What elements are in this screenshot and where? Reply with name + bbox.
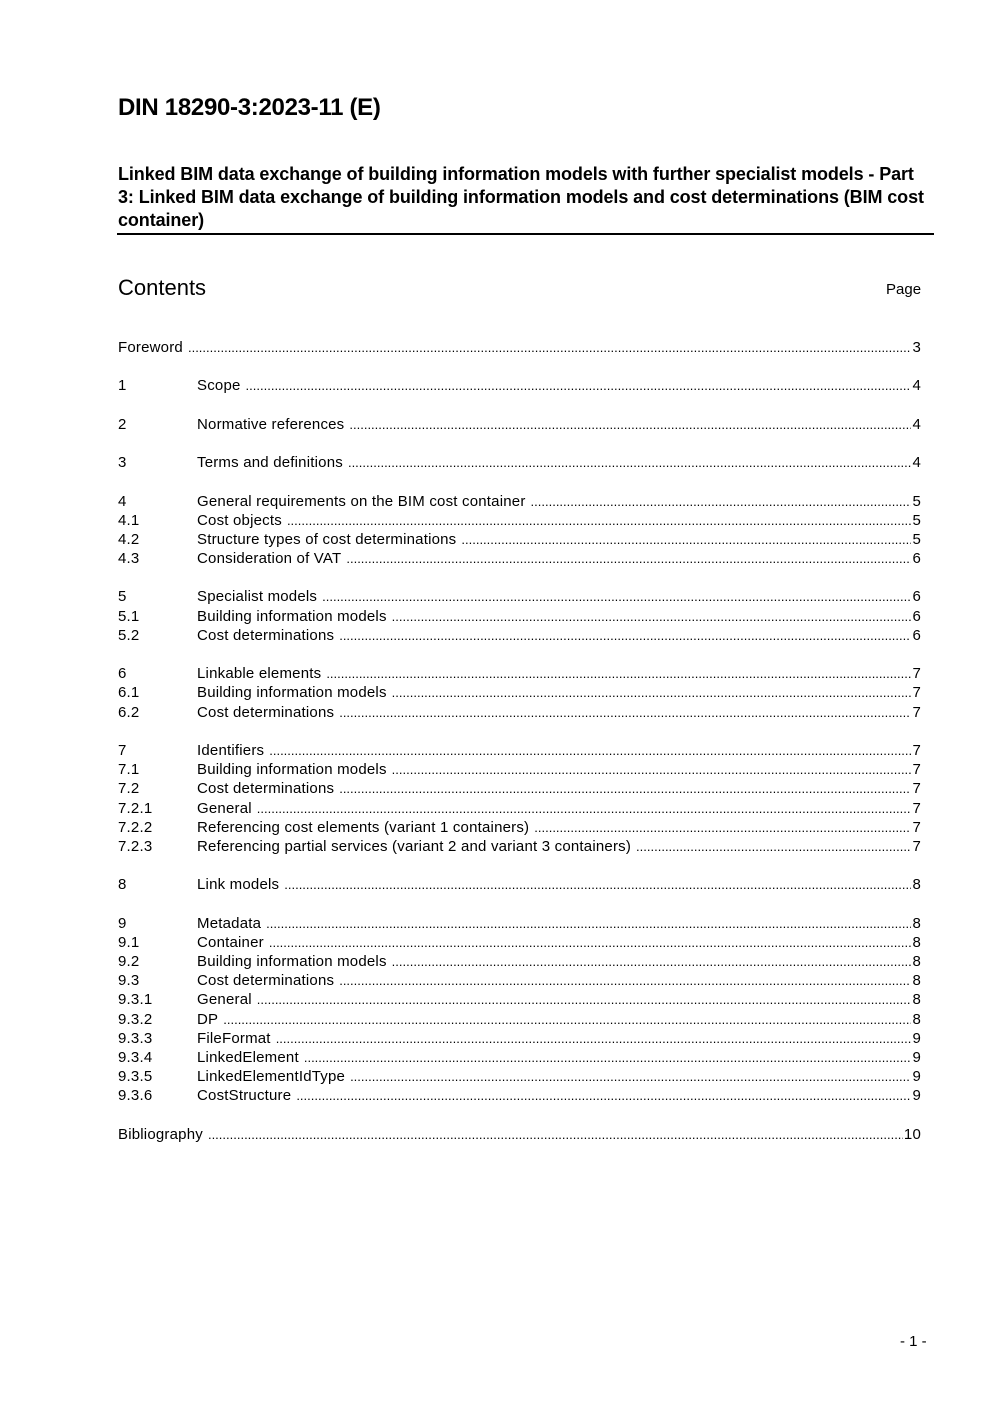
toc-entry-page: 3 <box>912 339 921 356</box>
toc-entry-number: 9.3.3 <box>118 1029 153 1047</box>
toc-entry-title: Linkable elements <box>197 665 322 683</box>
toc-entry-number: 5.2 <box>118 626 140 644</box>
toc-entry-number: 3 <box>118 454 127 472</box>
toc-dot-leader <box>304 1048 912 1067</box>
toc-entry-page: 7 <box>912 780 921 798</box>
table-of-contents <box>118 338 921 1163</box>
toc-group <box>118 492 921 569</box>
toc-entry-page: 8 <box>912 991 921 1009</box>
toc-entry-number: 7.2.2 <box>118 818 153 836</box>
toc-group <box>118 914 921 1106</box>
toc-entry[interactable] <box>118 952 921 971</box>
toc-entry-number: 4.2 <box>118 530 140 548</box>
toc-entry-number: 8 <box>118 876 127 894</box>
toc-dot-leader <box>269 933 912 952</box>
toc-entry-title: DP <box>197 1010 219 1028</box>
toc-entry-title: General <box>197 991 252 1009</box>
toc-entry[interactable] <box>118 626 921 645</box>
toc-entry-title: Cost determinations <box>197 972 335 990</box>
toc-entry-title: Building information models <box>197 684 387 702</box>
toc-entry-title: Metadata <box>197 914 262 932</box>
toc-entry-page: 6 <box>912 626 921 644</box>
toc-group <box>118 338 921 357</box>
toc-entry-number: 1 <box>118 377 127 395</box>
toc-entry-title: CostStructure <box>197 1087 292 1105</box>
toc-entry-page: 9 <box>912 1087 921 1105</box>
toc-group <box>118 453 921 472</box>
toc-entry[interactable] <box>118 492 921 511</box>
toc-dot-leader <box>257 799 912 818</box>
toc-dot-leader <box>276 1029 912 1048</box>
toc-entry[interactable] <box>118 683 921 702</box>
toc-entry-page: 7 <box>912 703 921 721</box>
toc-dot-leader <box>346 549 911 568</box>
toc-entry-title: Referencing cost elements (variant 1 containers) <box>197 818 530 836</box>
toc-entry-number: 6.2 <box>118 703 140 721</box>
toc-entry[interactable] <box>118 1048 921 1067</box>
toc-entry-number: 9.2 <box>118 953 140 970</box>
toc-entry-number: 2 <box>118 415 127 433</box>
toc-entry[interactable] <box>118 511 921 530</box>
toc-entry-page: 9 <box>912 1068 921 1086</box>
toc-entry-number: 4.3 <box>118 550 140 568</box>
toc-entry-number: 9.3.5 <box>118 1068 153 1086</box>
toc-group <box>118 741 921 856</box>
toc-dot-leader <box>339 703 911 722</box>
toc-entry[interactable] <box>118 664 921 683</box>
toc-dot-leader <box>339 626 911 645</box>
toc-entry-page: 8 <box>912 953 921 970</box>
toc-group <box>118 1125 921 1144</box>
toc-dot-leader <box>461 530 911 549</box>
toc-entry-page: 4 <box>912 377 921 395</box>
toc-entry-number: 4.1 <box>118 511 140 529</box>
toc-entry-page: 7 <box>912 799 921 817</box>
toc-entry[interactable] <box>118 741 921 760</box>
toc-group <box>118 875 921 894</box>
toc-entry[interactable] <box>118 1029 921 1048</box>
toc-entry-title: Bibliography <box>118 1125 203 1143</box>
toc-entry-page: 6 <box>912 550 921 568</box>
toc-entry-number: 7.2 <box>118 780 140 798</box>
toc-entry-number: 9.3.1 <box>118 991 153 1009</box>
toc-entry-title: Specialist models <box>197 588 318 606</box>
toc-entry-title: LinkedElementIdType <box>197 1068 346 1086</box>
toc-entry[interactable] <box>118 779 921 798</box>
toc-entry[interactable] <box>118 799 921 818</box>
toc-entry[interactable] <box>118 837 921 856</box>
toc-entry-title: Normative references <box>197 415 345 433</box>
toc-entry-page: 5 <box>912 511 921 529</box>
toc-entry[interactable] <box>118 914 921 933</box>
toc-entry-page: 8 <box>912 1010 921 1028</box>
title-divider <box>117 233 934 235</box>
toc-entry[interactable] <box>118 990 921 1009</box>
toc-entry-number: 9 <box>118 914 127 932</box>
toc-entry-page: 6 <box>912 607 921 625</box>
toc-entry-number: 9.3.4 <box>118 1048 153 1066</box>
document-title: Linked BIM data exchange of building information models with further specialist models - Part 3: Linked BIM data exchange of building information models and cost determinations (BIM cost container) <box>118 164 924 230</box>
toc-dot-leader <box>188 338 911 357</box>
toc-entry[interactable] <box>118 1125 921 1144</box>
toc-entry-number: 9.3 <box>118 972 140 990</box>
toc-entry-title: Cost determinations <box>197 780 335 798</box>
toc-entry-page: 5 <box>912 492 921 510</box>
toc-entry[interactable] <box>118 607 921 626</box>
document-id: DIN 18290-3:2023-11 (E) <box>118 94 381 121</box>
toc-dot-leader <box>392 760 912 779</box>
toc-entry-page: 4 <box>912 415 921 433</box>
toc-dot-leader <box>350 1067 911 1086</box>
toc-entry-page: 6 <box>912 588 921 606</box>
toc-entry-number: 7.2.3 <box>118 837 153 855</box>
toc-entry-page: 10 <box>903 1125 921 1143</box>
toc-entry-page: 8 <box>912 972 921 990</box>
toc-entry-page: 7 <box>912 741 921 759</box>
toc-entry-page: 7 <box>912 665 921 683</box>
page-column-heading: Page <box>886 281 922 298</box>
toc-entry-page: 7 <box>912 761 921 779</box>
toc-entry-title: Link models <box>197 876 280 894</box>
toc-entry[interactable] <box>118 1086 921 1105</box>
toc-entry-title: Cost determinations <box>197 703 335 721</box>
toc-entry-title: General <box>197 799 252 817</box>
toc-dot-leader <box>246 376 912 395</box>
toc-dot-leader <box>534 818 911 837</box>
toc-entry[interactable] <box>118 415 921 434</box>
toc-entry[interactable] <box>118 1067 921 1086</box>
toc-dot-leader <box>339 971 911 990</box>
toc-entry[interactable] <box>118 338 921 357</box>
toc-entry-title: Cost objects <box>197 511 282 529</box>
toc-entry-number: 6 <box>118 665 127 683</box>
toc-entry-title: Building information models <box>197 607 387 625</box>
toc-entry-page: 5 <box>912 530 921 548</box>
toc-entry-number: 7.2.1 <box>118 799 153 817</box>
toc-entry-title: Scope <box>197 377 241 395</box>
toc-entry[interactable] <box>118 1010 921 1029</box>
contents-heading: Contents <box>118 275 207 300</box>
toc-entry[interactable] <box>118 971 921 990</box>
toc-entry-page: 9 <box>912 1029 921 1047</box>
toc-dot-leader <box>348 453 912 472</box>
toc-entry-page: 4 <box>912 454 921 472</box>
toc-entry-title: Referencing partial services (variant 2 and variant 3 containers) <box>197 837 632 855</box>
toc-dot-leader <box>257 990 912 1009</box>
toc-entry-page: 7 <box>912 684 921 702</box>
toc-dot-leader <box>636 837 911 856</box>
toc-entry-page: 9 <box>912 1048 921 1066</box>
toc-entry[interactable] <box>118 760 921 779</box>
toc-group <box>118 376 921 395</box>
toc-dot-leader <box>208 1125 903 1144</box>
toc-entry-title: Structure types of cost determinations <box>197 530 457 548</box>
toc-entry[interactable] <box>118 587 921 606</box>
toc-entry-page: 7 <box>912 818 921 836</box>
toc-group <box>118 415 921 434</box>
toc-entry-page: 8 <box>912 933 921 951</box>
toc-dot-leader <box>223 1010 911 1029</box>
toc-entry-number: 9.3.2 <box>118 1010 153 1028</box>
toc-entry-number: 5 <box>118 588 127 606</box>
toc-dot-leader <box>322 587 911 606</box>
page-number-footer: - 1 - <box>900 1333 927 1350</box>
toc-entry-title: Building information models <box>197 953 387 970</box>
toc-entry-number: 7.1 <box>118 761 140 779</box>
toc-entry[interactable] <box>118 530 921 549</box>
toc-dot-leader <box>392 952 912 971</box>
toc-entry-number: 5.1 <box>118 607 140 625</box>
toc-entry[interactable] <box>118 875 921 894</box>
toc-entry-page: 8 <box>912 914 921 932</box>
toc-entry-number: 9.3.6 <box>118 1087 153 1105</box>
toc-group <box>118 664 921 722</box>
toc-dot-leader <box>287 511 912 530</box>
toc-entry-title: Building information models <box>197 761 387 779</box>
toc-dot-leader <box>296 1086 911 1105</box>
toc-entry-title: Identifiers <box>197 741 265 759</box>
toc-group <box>118 587 921 645</box>
toc-entry-title: LinkedElement <box>197 1048 299 1066</box>
toc-dot-leader <box>326 664 911 683</box>
toc-dot-leader <box>531 492 912 511</box>
toc-dot-leader <box>392 683 912 702</box>
toc-entry-title: Container <box>197 933 264 951</box>
toc-entry-title: General requirements on the BIM cost container <box>197 492 526 510</box>
toc-dot-leader <box>266 914 911 933</box>
toc-entry-number: 9.1 <box>118 933 140 951</box>
toc-entry-number: 6.1 <box>118 684 140 702</box>
toc-entry-title: Consideration of VAT <box>197 550 342 568</box>
toc-entry-title: Cost determinations <box>197 626 335 644</box>
toc-entry[interactable] <box>118 703 921 722</box>
toc-entry-number: 4 <box>118 492 127 510</box>
toc-dot-leader <box>284 875 911 894</box>
toc-entry[interactable] <box>118 933 921 952</box>
toc-dot-leader <box>392 607 912 626</box>
toc-entry[interactable] <box>118 818 921 837</box>
toc-entry[interactable] <box>118 549 921 568</box>
toc-entry-title: FileFormat <box>197 1029 271 1047</box>
toc-dot-leader <box>269 741 911 760</box>
toc-entry-page: 7 <box>912 837 921 855</box>
toc-entry-title: Foreword <box>118 339 183 356</box>
toc-dot-leader <box>339 779 911 798</box>
toc-dot-leader <box>349 415 911 434</box>
toc-entry[interactable] <box>118 376 921 395</box>
toc-entry-title: Terms and definitions <box>197 454 343 472</box>
toc-entry-number: 7 <box>118 741 127 759</box>
toc-entry-page: 8 <box>912 876 921 894</box>
toc-entry[interactable] <box>118 453 921 472</box>
